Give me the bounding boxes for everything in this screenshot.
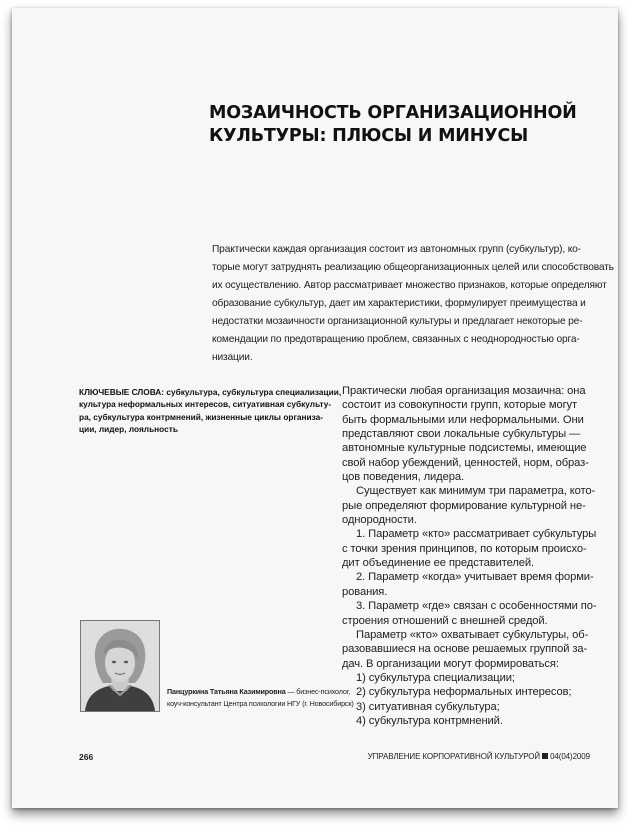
body-line: автономные культурные подсистемы, имеющие (342, 442, 587, 455)
square-bullet-icon (542, 753, 548, 759)
body-line: рования. (342, 585, 388, 598)
author-photo (80, 620, 160, 712)
body-line: 3. Параметр «где» связан с особенностями по- (356, 600, 597, 613)
body-line: однородности. (342, 514, 417, 527)
keywords-line: КЛЮЧЕВЫЕ СЛОВА: субкультура, субкультура специализации, (79, 387, 342, 397)
author-affiliation: коуч-консультант Центра психологии НГУ (г. Новосибирск) (167, 698, 354, 708)
body-line: быть формальными или неформальными. Они (342, 413, 584, 426)
journal-issue: 04(04)2009 (550, 752, 590, 761)
abstract-line: торые могут затруднять реализацию общеорганизационных целей или способствовать (212, 262, 614, 273)
author-portrait-image (81, 621, 159, 711)
body-line: цов поведения, лидера. (342, 471, 464, 484)
journal-name: УПРАВЛЕНИЕ КОРПОРАТИВНОЙ КУЛЬТУРОЙ (367, 752, 541, 761)
body-line: 4) субкультура контрмнений. (356, 714, 503, 727)
body-line: Параметр «кто» охватывает субкультуры, об- (356, 628, 589, 641)
article-abstract (212, 241, 614, 367)
abstract-line: образование субкультур, дает им характеристики, формулирует преимущества и (212, 298, 586, 309)
body-line: свой набор убеждений, ценностей, норм, образ- (342, 456, 589, 469)
journal-page (12, 8, 618, 808)
article-title (209, 102, 577, 148)
body-line: Практически любая организация мозаична: она (342, 385, 586, 397)
body-line: рые определяют формирование культурной не- (342, 499, 586, 512)
abstract-line: комендации по предотвращению проблем, связанных с неоднородностью орга- (212, 334, 580, 345)
abstract-line: Практически каждая организация состоит из автономных групп (субкультур), ко- (212, 244, 581, 255)
abstract-line: недостатки мозаичности организационной культуры и предлагает некоторые ре- (212, 316, 583, 327)
body-line: 2) субкультура неформальных интересов; (356, 686, 572, 699)
body-line: 2. Параметр «когда» учитывает время форми- (356, 571, 594, 584)
abstract-line: низации. (212, 352, 253, 363)
journal-footer (368, 752, 590, 761)
body-line: Существует как минимум три параметра, кото- (356, 485, 596, 498)
body-line: 1) субкультура специализации; (356, 671, 515, 684)
body-line: строения отношений с внешней средой. (342, 614, 548, 627)
keywords-line: ра, субкультура контрмнений, жизненные циклы организа- (79, 411, 324, 422)
page-number: 266 (79, 752, 94, 762)
title-line: КУЛЬТУРЫ: ПЛЮСЫ И МИНУСЫ (209, 126, 529, 146)
body-line: с точки зрения принципов, по которым происхо- (342, 542, 587, 555)
keywords-line: культура неформальных интересов, ситуативная субкульту- (79, 399, 332, 410)
title-line: МОЗАИЧНОСТЬ ОРГАНИЗАЦИОННОЙ (209, 103, 577, 123)
body-line: разовавшиеся на основе решаемых группой за- (342, 643, 588, 656)
keywords-block (79, 386, 341, 436)
abstract-line: их осуществлению. Автор рассматривает множество признаков, которые определяют (212, 280, 607, 291)
body-line: дит объединение ее представителей. (342, 557, 535, 570)
body-line: 1. Параметр «кто» рассматривает субкультуры (356, 528, 597, 541)
author-caption (167, 686, 354, 709)
body-line: состоит из совокупности групп, которые могут (342, 399, 578, 412)
author-name: Панцуркина Татьяна Казимировна (167, 687, 286, 696)
article-body (342, 384, 600, 728)
body-line: 3) ситуативная субкультура; (356, 700, 500, 713)
body-line: представляют свои локальные субкультуры — (342, 428, 581, 441)
keywords-line: ции, лидер, лояльность (79, 424, 178, 435)
body-line: дач. В организации могут формироваться: (342, 657, 559, 670)
author-role: — бизнес-психолог, (285, 687, 351, 696)
